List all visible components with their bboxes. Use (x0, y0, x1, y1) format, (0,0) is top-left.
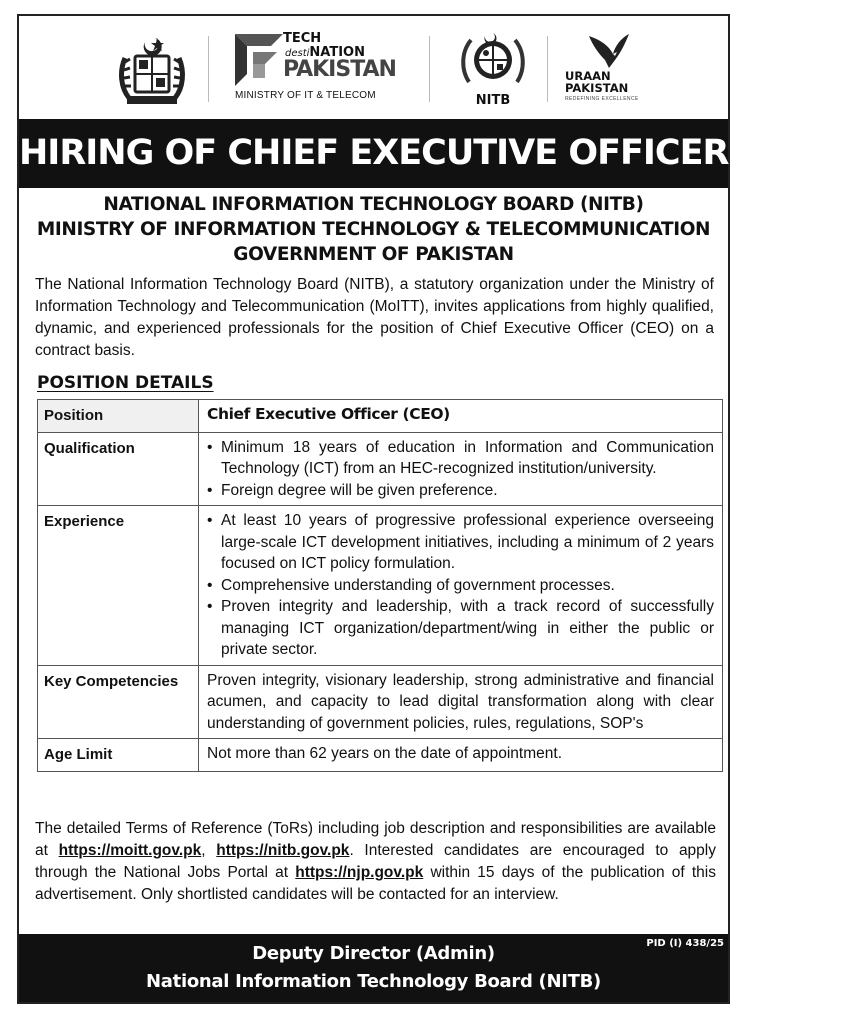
logo-divider (547, 36, 548, 102)
list-item: • Minimum 18 years of education in Information and Communication Technology (ICT) from an HEC-recognized institution/university. (207, 437, 714, 480)
experience-value (199, 506, 723, 666)
instructions-text: . Interested candidates are encouraged to apply through the National Jobs Portal at (35, 842, 716, 881)
nitb-link[interactable]: https://nitb.gov.pk (216, 842, 350, 859)
njp-link[interactable]: https://njp.gov.pk (295, 864, 424, 881)
org-line-nitb: NATIONAL INFORMATION TECHNOLOGY BOARD (NITB) (103, 194, 644, 215)
intro-paragraph: The National Information Technology Board (NITB), a statutory organization under the Ministry of Information Technology and Telecommunication (MoITT), invites applications from highly qualified, dynamic, and experienced professionals for the position of Chief Executive Officer (CEO) on a contract basis. (35, 276, 714, 359)
list-item: • Foreign degree will be given preference. (207, 480, 714, 502)
pid-number: PID (I) 438/25 (646, 938, 724, 949)
application-instructions (35, 818, 716, 906)
uraan-pakistan-word: PAKISTAN (565, 81, 629, 95)
nitb-logo-label: NITB (475, 93, 511, 108)
org-line-ministry: MINISTRY OF INFORMATION TECHNOLOGY & TELECOMMUNICATION (36, 219, 711, 240)
table-row (38, 506, 723, 666)
list-item: • At least 10 years of progressive professional experience overseeing large-scale ICT development initiatives, including a minimum of 2 years focused on ICT policy formulation. (207, 510, 714, 575)
instructions-text: within 15 days of the publication of this advertisement. Only shortlisted candidates will be contacted for an interview. (35, 864, 716, 903)
logo-divider (429, 36, 430, 102)
moitt-link[interactable]: https://moitt.gov.pk (58, 842, 202, 859)
qualification-value (199, 432, 723, 506)
table-row (38, 739, 723, 772)
instructions-separator: , (201, 842, 217, 859)
table-row (38, 400, 723, 433)
list-item: • Comprehensive understanding of government processes. (207, 575, 714, 597)
position-details-heading: POSITION DETAILS (37, 373, 214, 393)
table-row (38, 665, 723, 739)
org-line-government: GOVERNMENT OF PAKISTAN (233, 244, 514, 265)
tech-destination-mark-icon (235, 34, 283, 86)
advertisement-frame (17, 14, 846, 1004)
uraan-bird-icon (587, 32, 631, 70)
instructions-text: The detailed Terms of Reference (ToRs) including job description and responsibilities are available at (35, 820, 716, 859)
age-limit-value: Not more than 62 years on the date of appointment. (199, 739, 723, 772)
position-details-table (37, 399, 723, 772)
ministry-it-telecom-text: MINISTRY OF IT & TELECOM (235, 90, 376, 101)
key-competencies-value: Proven integrity, visionary leadership, strong administrative and financial acumen, and capacity to lead digital transformation along with clear understanding of government policies, rules, regulations, SOP's (199, 665, 723, 739)
organization-heading (19, 192, 728, 267)
logo-strip (19, 16, 728, 116)
nitb-logo (459, 30, 527, 110)
row-label-experience: Experience (38, 506, 199, 666)
nitb-crest-icon (459, 30, 527, 94)
list-item: • Proven integrity and leadership, with a track record of successfully managing ICT organization/department/wing in either the public or private sector. (207, 596, 714, 661)
contact-footer (19, 934, 728, 1002)
row-label-key-competencies: Key Competencies (38, 665, 199, 739)
pakistan-word: PAKISTAN (283, 57, 396, 82)
row-label-position: Position (38, 400, 199, 433)
nation-word: NATION (309, 45, 365, 60)
logo-divider (208, 36, 209, 102)
row-label-age-limit: Age Limit (38, 739, 199, 772)
uraan-word: URAAN (565, 69, 611, 83)
tech-word: TECH (283, 31, 322, 46)
page-title: HIRING OF CHIEF EXECUTIVE OFFICER (CEO) (19, 119, 728, 188)
desti-word: desti (285, 48, 310, 59)
position-value: Chief Executive Officer (CEO) (199, 400, 723, 433)
contact-organization: National Information Technology Board (NITB) (146, 971, 601, 992)
uraan-tagline: REDEFINING EXCELLENCE (565, 96, 639, 102)
row-label-qualification: Qualification (38, 432, 199, 506)
tech-destination-pakistan-logo (235, 32, 405, 104)
table-row (38, 432, 723, 506)
contact-designation: Deputy Director (Admin) (252, 943, 495, 964)
uraan-pakistan-logo (565, 32, 645, 108)
government-emblem-icon (115, 32, 189, 113)
